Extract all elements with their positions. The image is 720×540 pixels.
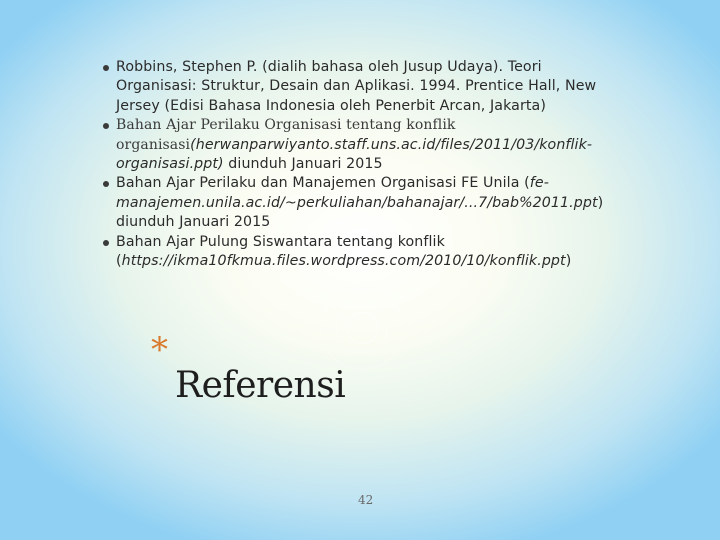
- reference-item: [103, 116, 603, 174]
- reference-item: [103, 58, 603, 116]
- reference-text: ): [565, 253, 572, 270]
- page-number: 42: [358, 493, 374, 507]
- reference-text: Bahan Ajar Perilaku Organisasi tentang konflik organisasi: [116, 117, 456, 153]
- reference-text: ) diunduh Januari 2015: [116, 194, 604, 231]
- title-star-icon: *: [151, 330, 168, 370]
- decorative-ring: [346, 312, 378, 344]
- reference-list: [103, 58, 603, 271]
- reference-text: Robbins, Stephen P. (dialih bahasa oleh Jusup Udaya). Teori Organisasi: Struktur, Desain dan Aplikasi. 1994. Prentice Hall, New Jersey (Edisi Bahasa Indonesia oleh Penerbit Arcan, Jakarta): [116, 59, 597, 114]
- bullet-icon: [103, 65, 109, 71]
- bullet-icon: [103, 181, 109, 187]
- reference-text: Bahan Ajar Perilaku dan Manajemen Organisasi FE Unila (: [116, 175, 530, 192]
- bullet-icon: [103, 240, 109, 246]
- reference-item: [103, 174, 603, 232]
- reference-text: https://ikma10fkmua.files.wordpress.com/2010/10/konflik.ppt: [121, 253, 566, 270]
- bullet-icon: [103, 123, 109, 129]
- reference-text: Bahan Ajar Pulung Siswantara tentang konflik (: [116, 233, 445, 270]
- reference-item: [103, 233, 603, 272]
- reference-text: (herwanparwiyanto.staff.uns.ac.id/files/2011/03/konflik-organisasi.ppt): [116, 136, 593, 173]
- reference-text: diunduh Januari 2015: [223, 156, 383, 173]
- slide-title: Referensi: [175, 365, 346, 406]
- reference-text: fe-manajemen.unila.ac.id/~perkuliahan/bahanajar/...7/bab%2011.ppt: [116, 175, 598, 211]
